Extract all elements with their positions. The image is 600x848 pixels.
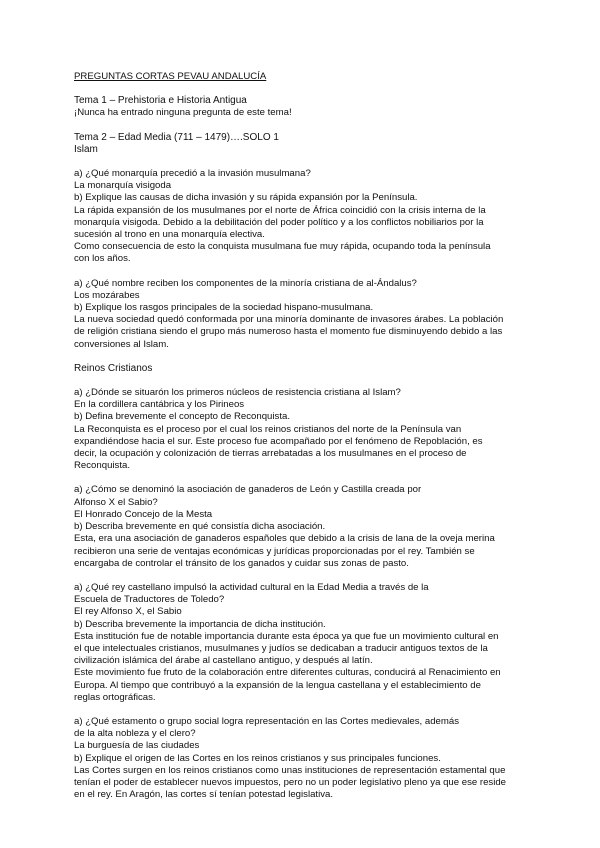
answer-b-line: Las Cortes surgen en los reinos cristianos como unas instituciones de representación estamental que: [74, 764, 506, 776]
question-b: b) Explique las causas de dicha invasión y su rápida expansión por la Península.: [74, 192, 418, 204]
answer-b-line: de religión cristiana siendo el grupo más numeroso hasta el momento fue disminuyendo debido a las: [74, 326, 503, 338]
answer-b-line: decir, la ocupación y colonización de tierras arrebatadas a los musulmanes en el proceso de: [74, 448, 467, 460]
answer-b-line: recibieron una serie de ventajas económicas y jurídicas proporcionadas por el rey. También se: [74, 545, 475, 557]
reinos-heading: Reinos Cristianos: [74, 362, 153, 374]
answer-b-line: el que intelectuales cristianos, musulmanes y judíos se dedicaban a traducir antiguos textos de la: [74, 642, 488, 654]
answer-b-line: expandiéndose hacia el sur. Este proceso fue acompañado por el fenómeno de Repoblación, es: [74, 435, 483, 447]
question-b: b) Describa brevemente la importancia de dicha institución.: [74, 618, 326, 630]
answer-b-line: encargaba de controlar el tránsito de los ganados y cuidar sus zonas de pasto.: [74, 557, 409, 569]
question-a: a) ¿Dónde se situarón los primeros núcleos de resistencia cristiana al Islam?: [74, 387, 401, 399]
question-a: a) ¿Qué monarquía precedió a la invasión musulmana?: [74, 168, 311, 180]
answer-a: En la cordillera cantábrica y los Pirineos: [74, 399, 245, 411]
answer-a: Los mozárabes: [74, 289, 140, 301]
question-block: [74, 387, 540, 472]
answer-b-line: Este movimiento fue fruto de la colaboración entre diferentes culturas, conducirá al Renacimiento en: [74, 667, 501, 679]
tema2-heading: Tema 2 – Edad Media (711 – 1479)….SOLO 1: [74, 131, 279, 143]
islam-subheading: Islam: [74, 143, 98, 155]
tema1-note: ¡Nunca ha entrado ninguna pregunta de este tema!: [74, 107, 292, 119]
question-b: b) Defina brevemente el concepto de Reconquista.: [74, 411, 290, 423]
answer-b-line: La nueva sociedad quedó conformada por una minoría dominante de invasores árabes. La población: [74, 314, 504, 326]
answer-b-line: Esta institución fue de notable importancia durante esta época ya que fue un movimiento cultural en: [74, 630, 499, 642]
question-a: de la alta nobleza y el clero?: [74, 728, 196, 740]
question-a: a) ¿Qué rey castellano impulsó la actividad cultural en la Edad Media a través de la: [74, 581, 429, 593]
tema1-heading: Tema 1 – Prehistoria e Historia Antigua: [74, 95, 247, 107]
question-block: [74, 484, 540, 569]
question-block: [74, 716, 540, 801]
question-b: b) Explique el origen de las Cortes en los reinos cristianos y sus principales funciones.: [74, 752, 441, 764]
answer-b-line: reglas ortográficas.: [74, 691, 156, 703]
answer-b-line: sucesión al trono en una monarquía electiva.: [74, 229, 265, 241]
question-block: [74, 168, 540, 266]
answer-a: El rey Alfonso X, el Sabio: [74, 606, 182, 618]
question-a: a) ¿Cómo se denominó la asociación de ganaderos de León y Castilla creada por: [74, 484, 422, 496]
answer-b-line: civilización islámica del árabe al castellano antiguo, y después al latín.: [74, 655, 373, 667]
answer-b-line: con los años.: [74, 253, 131, 265]
question-a: a) ¿Qué nombre reciben los componentes de la minoría cristiana de al-Ándalus?: [74, 277, 417, 289]
answer-b-line: tenían el poder de establecer nuevos impuestos, pero no un poder legislativo pleno ya que ese reside: [74, 776, 507, 788]
answer-b-line: en el rey. En Aragón, las cortes sí tenían potestad legislativa.: [74, 789, 334, 801]
answer-b-line: Europa. Al tiempo que contribuyó a la expansión de la lengua castellana y el establecimiento de: [74, 679, 481, 691]
answer-b-line: conversiones al Islam.: [74, 338, 169, 350]
question-b: b) Explique los rasgos principales de la sociedad hispano-musulmana.: [74, 302, 374, 314]
answer-b-line: La Reconquista es el proceso por el cual los reinos cristianos del norte de la Península van: [74, 423, 462, 435]
answer-b-line: Como consecuencia de esto la conquista musulmana fue muy rápida, ocupando toda la península: [74, 241, 491, 253]
question-block: [74, 582, 540, 704]
answer-a: El Honrado Concejo de la Mesta: [74, 508, 213, 520]
answer-a: La monarquía visigoda: [74, 180, 172, 192]
question-a: Alfonso X el Sabio?: [74, 496, 158, 508]
question-a: Escuela de Traductores de Toledo?: [74, 594, 225, 606]
answer-a: La burguesía de las ciudades: [74, 740, 200, 752]
answer-b-line: La rápida expansión de los musulmanes por el norte de África coincidió con la crisis interna de la: [74, 204, 486, 216]
question-a: a) ¿Qué estamento o grupo social logra representación en las Cortes medievales, además: [74, 715, 460, 727]
question-block: [74, 278, 540, 351]
answer-b-line: Reconquista.: [74, 460, 130, 472]
document-title: PREGUNTAS CORTAS PEVAU ANDALUCÍA: [74, 71, 267, 82]
answer-b-line: monarquía visigoda. Debido a la debilitación del poder político y a los conflictos nobiliarios por la: [74, 216, 484, 228]
question-b: b) Describa brevemente en qué consistía dicha asociación.: [74, 521, 326, 533]
answer-b-line: Esta, era una asociación de ganaderos españoles que debido a la crisis de lana de la oveja merina: [74, 533, 495, 545]
